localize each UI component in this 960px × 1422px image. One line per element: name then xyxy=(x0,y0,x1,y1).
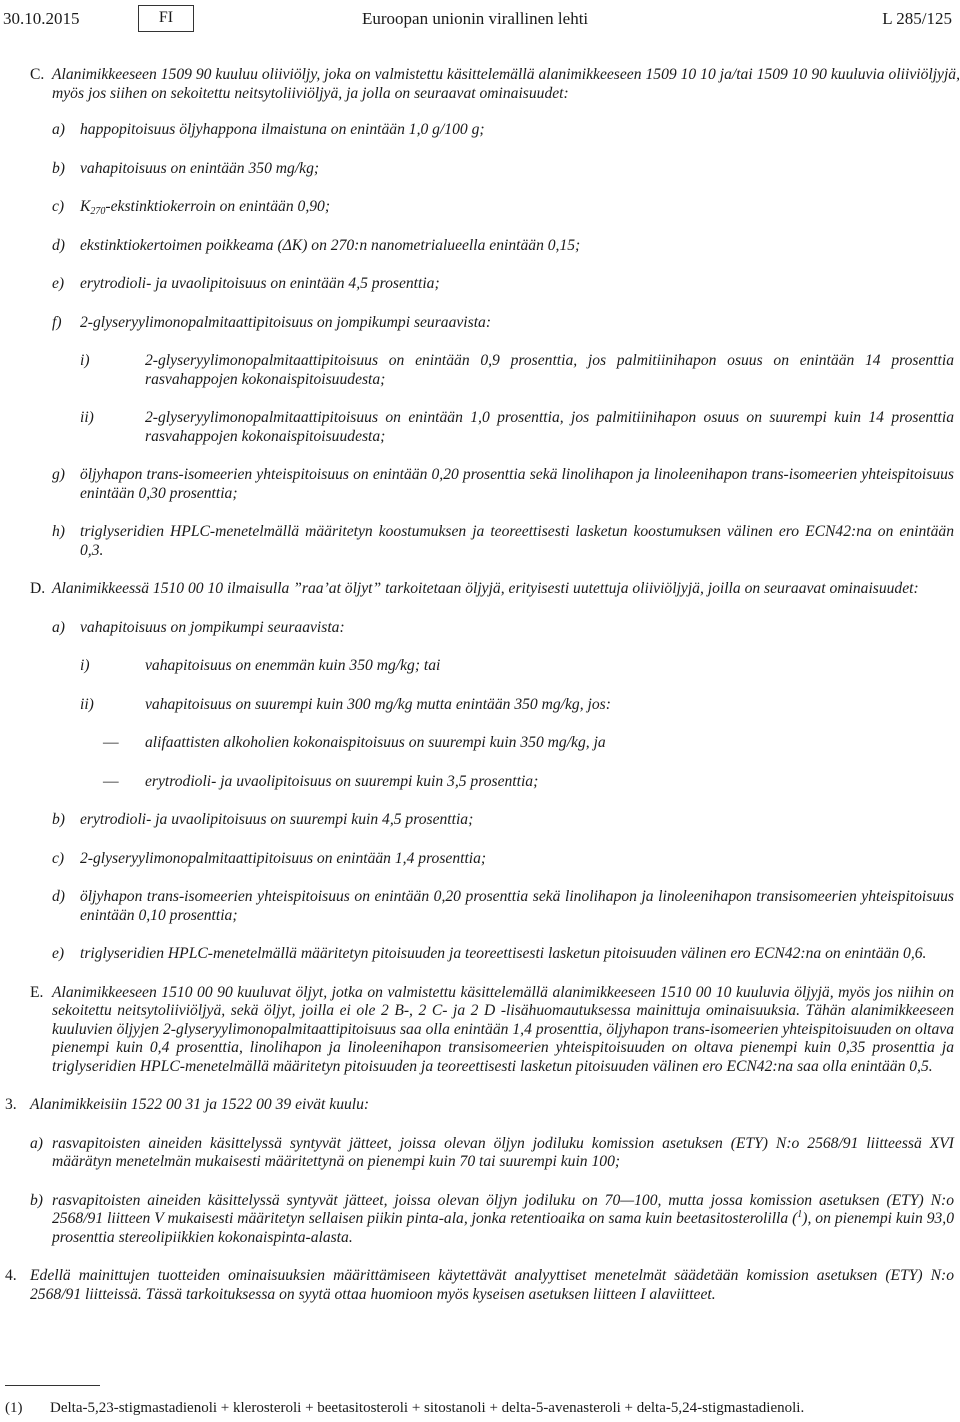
item-text: 2-glyseryylimonopalmitaattipitoisuus on enintään 1,4 prosenttia; xyxy=(80,849,487,867)
dash-mark: — xyxy=(103,734,119,751)
item-label: g) xyxy=(52,466,65,483)
item-text: triglyseridien HPLC-menetelmällä määritetyn koostumuksen ja teoreettisesti lasketun koostumuksen välinen ero ECN42:na on enintään 0,3. xyxy=(80,523,954,559)
language-box: FI xyxy=(138,5,194,32)
section-text: Alanimikkeeseen 1510 00 90 kuuluvat öljyt, jotka on valmistettu käsittelemällä alanimikkeeseen 1510 00 10 kuuluvia öljyjä, myös jos niihin on sekoitettu neitsytoliiviöljyä, sekä öljyt, joilla ei ole 2 B-, 2 C- ja 2 D -lisähuomautuksessa mainittuja ominaisuuksia. Tähän alanimikkeeseen kuuluvien öljyjen 2-glyseryylimonopalmitaattipitoisuus saa olla enintään 1,4 prosenttia, öljyhapon trans-isomeerien yhteispitoisuuden on oltava pienempi kuin 0,4 prosenttia, linolihapon ja linoleenihapon transisomeerien yhteispitoisuuden on oltava pienempi kuin 0,35 prosenttia ja triglyseridien HPLC-menetelmällä määritetyn pitoisuuden ja teoreettisesti lasketun pitoisuuden välinen ero ECN42:na saa olla enintään 0,5. xyxy=(52,983,954,1075)
item-text: happopitoisuus öljyhappona ilmaistuna on enintään 1,0 g/100 g; xyxy=(80,121,485,138)
item-label: c) xyxy=(52,849,65,867)
item-label: b) xyxy=(52,811,65,828)
item-label: b) xyxy=(52,159,65,177)
item-label: a) xyxy=(30,1134,43,1152)
item-text: -ekstinktiokerroin on enintään 0,90; xyxy=(105,198,331,215)
list-item xyxy=(0,1135,960,1172)
sub-label: i) xyxy=(80,352,90,369)
item-label: a) xyxy=(52,618,65,636)
dash-item xyxy=(0,773,960,792)
section-e xyxy=(0,984,960,1077)
list-item xyxy=(0,237,960,256)
item-label: e) xyxy=(52,945,65,962)
item-text: rasvapitoisten aineiden käsittelyssä syntyvät jätteet, joissa olevan öljyn jodiluku on 70—100, mutta jossa komission asetuksen (ETY) N:o 2568/91 liitteen V mukaisesti määritetyn sellaisen piikin pinta-ala, jonka retentioaika on sama kuin beetasitosterolilla ( xyxy=(52,1191,954,1227)
subscript: 270 xyxy=(90,206,106,217)
item-text: 2-glyseryylimonopalmitaattipitoisuus on jompikumpi seuraavista: xyxy=(80,313,492,331)
item-text: vahapitoisuus on enintään 350 mg/kg; xyxy=(80,159,320,177)
dash-item xyxy=(0,734,960,753)
item-text: vahapitoisuus on jompikumpi seuraavista: xyxy=(80,618,345,636)
section-text: Alanimikkeisiin 1522 00 31 ja 1522 00 39 eivät kuulu: xyxy=(30,1096,370,1113)
sub-item xyxy=(0,657,960,676)
footnote-divider xyxy=(5,1385,100,1386)
footnote-text: Delta-5,23-stigmastadienoli + klerosteroli + beetasitosteroli + sitostanoli + delta-5-avenasteroli + delta-5,24-stigmastadienoli. xyxy=(50,1400,805,1416)
sub-label: ii) xyxy=(80,409,94,426)
page-header xyxy=(0,0,960,40)
item-label: a) xyxy=(52,121,65,138)
footnote-label: (1) xyxy=(5,1400,23,1416)
item-text: öljyhapon trans-isomeerien yhteispitoisuus on enintään 0,20 prosenttia sekä linolihapon ja linoleenihapon transisomeerien yhteispitoisuus enintään 0,10 prosenttia; xyxy=(80,888,954,924)
list-item xyxy=(0,1192,960,1248)
sub-item xyxy=(0,352,960,389)
section-text: Alanimikkeessä 1510 00 10 ilmaisulla ”raa’at öljyt” tarkoitetaan öljyjä, erityisesti uutettuja oliiviöljyjä, joilla on seuraavat ominaisuudet: xyxy=(52,580,919,597)
item-text: K xyxy=(80,198,91,215)
footnote-ref[interactable]: 1 xyxy=(797,1208,803,1220)
document-body xyxy=(0,66,960,1304)
section-label: D. xyxy=(30,580,46,597)
section-text: Alanimikkeeseen 1509 90 kuuluu oliiviöljy, joka on valmistettu käsittelemällä alanimikkeeseen 1509 10 10 ja/tai 1509 10 90 kuuluvia oliiviöljyjä, myös jos siihen on sekoitettu neitsytoliiviöljyä, ja jolla on seuraavat ominaisuudet: xyxy=(52,66,960,102)
item-text: ekstinktiokertoimen poikkeama (ΔK) on 270:n nanometrialueella enintään 0,15; xyxy=(80,236,581,254)
item-label: c) xyxy=(52,198,65,215)
dash-mark: — xyxy=(103,772,119,790)
item-label: e) xyxy=(52,275,65,292)
section-text: Edellä mainittujen tuotteiden ominaisuuksien määrittämiseen käytettävät analyyttiset menetelmät säädetään komission asetuksen (ETY) N:o 2568/91 liitteissä. Tässä tarkoituksessa on syytä ottaa huomioon myös kyseisen asetuksen liitteen I alaviitteet. xyxy=(30,1267,954,1303)
item-text: erytrodioli- ja uvaolipitoisuus on suurempi kuin 4,5 prosenttia; xyxy=(80,811,474,828)
section-label: 3. xyxy=(5,1096,17,1113)
item-label: h) xyxy=(52,523,65,540)
section-d xyxy=(0,580,960,599)
list-item xyxy=(0,888,960,925)
list-item xyxy=(0,945,960,964)
dash-text: alifaattisten alkoholien kokonaispitoisuus on suurempi kuin 350 mg/kg, ja xyxy=(145,734,606,751)
dash-text: erytrodioli- ja uvaolipitoisuus on suurempi kuin 3,5 prosenttia; xyxy=(145,772,539,790)
list-item xyxy=(0,619,960,638)
section-label: C. xyxy=(30,66,45,83)
list-item xyxy=(0,466,960,503)
sub-text: 2-glyseryylimonopalmitaattipitoisuus on enintään 0,9 prosenttia, jos palmitiinihapon osuus on enintään 14 prosenttia rasvahappojen kokonaispitoisuudesta; xyxy=(145,352,954,388)
item-text: triglyseridien HPLC-menetelmällä määritetyn pitoisuuden ja teoreettisesti lasketun pitoisuuden välinen ero ECN42:na on enintään 0,6. xyxy=(80,945,927,962)
item-label: b) xyxy=(30,1191,43,1209)
list-item xyxy=(0,314,960,333)
section-4 xyxy=(0,1267,960,1304)
list-item xyxy=(0,198,960,217)
item-label: f) xyxy=(52,313,62,331)
sub-text: 2-glyseryylimonopalmitaattipitoisuus on enintään 1,0 prosenttia, jos palmitiinihapon osuus on suurempi kuin 14 prosenttia rasvahappojen kokonaispitoisuudesta; xyxy=(145,409,954,445)
item-text: ), on pienempi kuin 93,0 prosenttia stereolipiikkien kokonaispinta-alasta. xyxy=(52,1210,954,1246)
item-text: rasvapitoisten aineiden käsittelyssä syntyvät jätteet, joissa olevan öljyn jodiluku komission asetuksen (ETY) N:o 2568/91 liitteessä XVI määrätyn menetelmän mukaisesti määritettynä on pienempi kuin 70 tai suurempi kuin 100; xyxy=(52,1134,954,1170)
sub-label: i) xyxy=(80,657,90,674)
item-text: erytrodioli- ja uvaolipitoisuus on enintään 4,5 prosenttia; xyxy=(80,275,440,292)
list-item xyxy=(0,121,960,140)
journal-title: Euroopan unionin virallinen lehti xyxy=(362,9,589,28)
section-label: 4. xyxy=(5,1267,17,1284)
publication-date: 30.10.2015 xyxy=(3,9,80,28)
page-number: L 285/125 xyxy=(882,9,952,28)
item-label: d) xyxy=(52,236,65,254)
list-item xyxy=(0,811,960,830)
sub-item xyxy=(0,409,960,446)
item-label: d) xyxy=(52,888,65,905)
section-3 xyxy=(0,1096,960,1115)
section-label: E. xyxy=(30,983,44,1001)
section-c xyxy=(0,66,960,103)
list-item xyxy=(0,275,960,294)
list-item xyxy=(0,523,960,560)
list-item xyxy=(0,850,960,869)
sub-item xyxy=(0,696,960,715)
sub-text: vahapitoisuus on suurempi kuin 300 mg/kg mutta enintään 350 mg/kg, jos: xyxy=(145,695,611,713)
sub-text: vahapitoisuus on enemmän kuin 350 mg/kg; tai xyxy=(145,657,441,674)
item-text: öljyhapon trans-isomeerien yhteispitoisuus on enintään 0,20 prosenttia sekä linolihapon ja linoleenihapon trans-isomeerien yhteispitoisuus enintään 0,30 prosenttia; xyxy=(80,466,954,502)
list-item xyxy=(0,160,960,179)
sub-label: ii) xyxy=(80,695,94,713)
